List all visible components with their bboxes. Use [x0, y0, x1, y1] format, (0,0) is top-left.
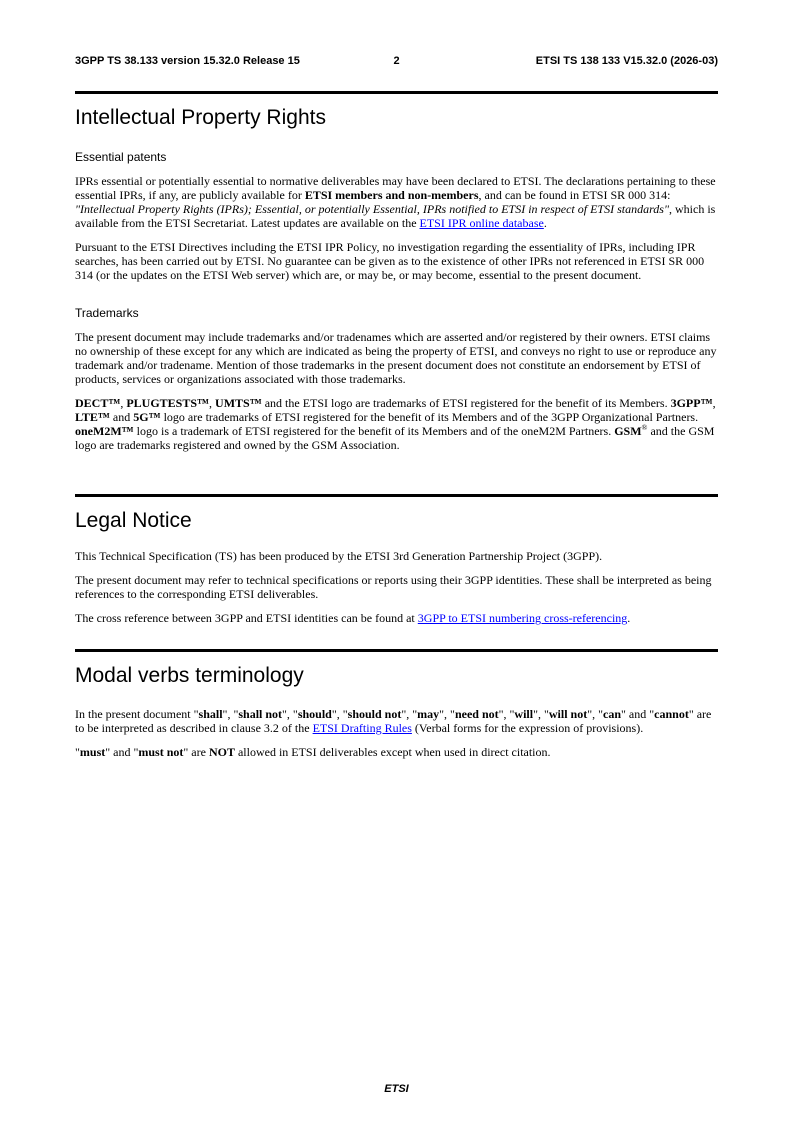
bold-text-run: will not — [548, 707, 588, 721]
italic-text-run: "Intellectual Property Rights (IPRs); Essential, or potentially Essential, IPRs notified to ETSI in respect of ETSI standards" — [75, 202, 669, 216]
bold-text-run: cannot — [654, 707, 689, 721]
bold-text-run: will — [514, 707, 534, 721]
inline-link[interactable]: ETSI IPR online database — [419, 216, 544, 230]
bold-text-run: must — [79, 745, 106, 759]
text-run: " — [75, 745, 80, 759]
text-run: ® — [641, 423, 648, 432]
text-run: IPRs essential or potentially essential to normative deliverables may have been declared to ETSI. The declarations pertaining to these essential IPRs, if any, are publicly available for — [75, 174, 716, 202]
text-run: , — [712, 396, 716, 410]
paragraph-ipr-declarations — [75, 174, 718, 230]
header-etsi-ref: ETSI TS 138 133 V15.32.0 (2026-03) — [535, 55, 718, 67]
text-run: ", " — [222, 707, 239, 721]
text-run: In the present document " — [75, 707, 199, 721]
text-run: logo is a trademark of ETSI registered for the benefit of its Members and of the oneM2M Partners. — [133, 424, 615, 438]
text-run: ", " — [282, 707, 298, 721]
section-title-ipr: Intellectual Property Rights — [75, 106, 326, 129]
text-run: , — [120, 396, 127, 410]
subheading-essential-patents: Essential patents — [75, 150, 167, 164]
text-run: and the ETSI logo are trademarks of ETSI registered for the benefit of its Members. — [261, 396, 671, 410]
paragraph-legal-produced — [75, 549, 718, 563]
section-divider — [75, 494, 718, 497]
text-run: ", " — [401, 707, 418, 721]
paragraph-trademarks-list — [75, 396, 718, 452]
paragraph-ipr-pursuant — [75, 240, 718, 282]
text-run: ", " — [439, 707, 455, 721]
bold-text-run: shall not — [238, 707, 283, 721]
bold-text-run: ETSI members and non-members — [304, 188, 479, 202]
text-run: ", " — [331, 707, 348, 721]
section-divider — [75, 91, 718, 94]
bold-text-run: LTE™ — [75, 410, 110, 424]
section-divider — [75, 649, 718, 652]
running-header — [75, 0, 718, 68]
text-run: ", " — [587, 707, 604, 721]
bold-text-run: NOT — [208, 745, 235, 759]
text-run: " and " — [621, 707, 655, 721]
text-run: The cross reference between 3GPP and ETSI identities can be found at — [75, 611, 418, 625]
text-run: . — [627, 611, 631, 625]
bold-text-run: UMTS™ — [215, 396, 262, 410]
bold-text-run: can — [603, 707, 622, 721]
bold-text-run: oneM2M™ — [75, 424, 134, 438]
text-run: and — [109, 410, 134, 424]
text-run: . — [543, 216, 547, 230]
inline-link[interactable]: 3GPP to ETSI numbering cross-referencing — [417, 611, 628, 625]
text-run: " are to be interpreted as described in clause 3.2 of the — [75, 707, 712, 735]
bold-text-run: should not — [347, 707, 402, 721]
page-footer-etsi: ETSI — [384, 1083, 409, 1095]
bold-text-run: 3GPP™ — [670, 396, 713, 410]
text-run: This Technical Specification (TS) has been produced by the ETSI 3rd Generation Partnership Project (3GPP). — [75, 549, 603, 563]
bold-text-run: shall — [198, 707, 223, 721]
text-run: (Verbal forms for the expression of provisions). — [411, 721, 644, 735]
text-run: " are — [183, 745, 209, 759]
text-run: , which is available from the ETSI Secretariat. Latest updates are available on the — [75, 202, 716, 230]
text-run: Pursuant to the ETSI Directives including the ETSI IPR Policy, no investigation regarding the essentiality of IPRs, including IPR searches, has been carried out by ETSI. No guarantee can be given as to the existence of other IPRs not referenced in ETSI SR 000 314 (or the updates on the ETSI Web server) which are, or may be, or may become, essential to the present document. — [75, 240, 705, 282]
text-run: The present document may refer to technical specifications or reports using their 3GPP identities. These shall be interpreted as being references to the corresponding ETSI deliverables. — [75, 573, 712, 601]
bold-text-run: PLUGTESTS™ — [126, 396, 210, 410]
bold-text-run: GSM — [614, 424, 642, 438]
paragraph-modal-verbs — [75, 707, 718, 735]
bold-text-run: need not — [454, 707, 499, 721]
paragraph-legal-identities — [75, 573, 718, 601]
text-run: , and can be found in ETSI SR 000 314: — [478, 188, 671, 202]
header-doc-id: 3GPP TS 38.133 version 15.32.0 Release 15 — [75, 55, 300, 67]
text-run: " and " — [105, 745, 139, 759]
page-number: 2 — [393, 55, 400, 67]
bold-text-run: DECT™ — [75, 396, 121, 410]
text-run: ", " — [533, 707, 549, 721]
section-title-modal-verbs: Modal verbs terminology — [75, 664, 304, 687]
paragraph-legal-crossref — [75, 611, 718, 625]
inline-link[interactable]: ETSI Drafting Rules — [312, 721, 412, 735]
text-run: The present document may include trademarks and/or tradenames which are asserted and/or registered by their owners. ETSI claims no ownership of these except for any which are indicated as being the property of ETSI, and conveys no right to use or reproduce any trademark and/or tradename. Mention of those trademarks in the present document does not constitute an endorsement by ETSI of products, services or organizations associated with those trademarks. — [75, 330, 717, 386]
text-run: allowed in ETSI deliverables except when used in direct citation. — [234, 745, 551, 759]
text-run: logo are trademarks of ETSI registered for the benefit of its Members and of the 3GPP Organizational Partners. — [160, 410, 699, 424]
section-title-legal-notice: Legal Notice — [75, 509, 192, 532]
bold-text-run: 5G™ — [133, 410, 161, 424]
bold-text-run: should — [297, 707, 332, 721]
text-run: ", " — [498, 707, 515, 721]
paragraph-must-not — [75, 745, 718, 759]
text-run: and the GSM logo are trademarks registered and owned by the GSM Association. — [75, 424, 715, 452]
bold-text-run: may — [417, 707, 440, 721]
text-run: , — [209, 396, 216, 410]
subheading-trademarks: Trademarks — [75, 306, 139, 320]
bold-text-run: must not — [138, 745, 184, 759]
paragraph-trademarks-general — [75, 330, 718, 386]
